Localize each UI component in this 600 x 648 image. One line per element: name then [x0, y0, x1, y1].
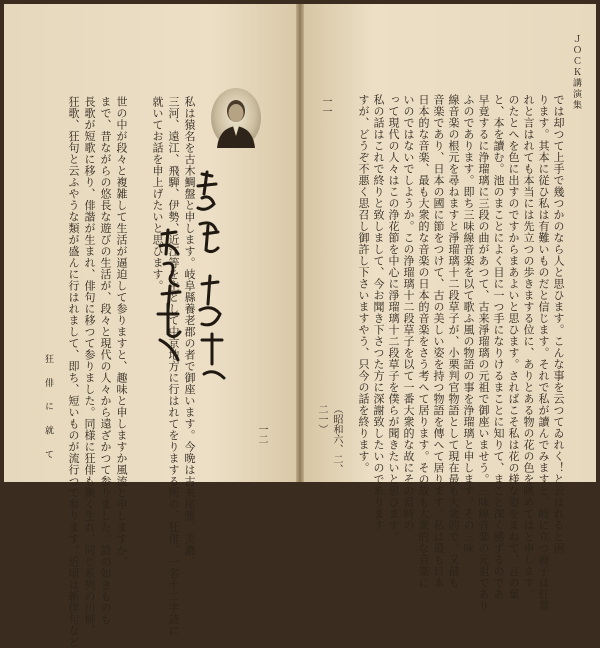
body-column: まで、昔ながらの悠長な遊びの生活が、段々と現代の人々から遠ざかつて参りました。詩の如きものも [99, 96, 112, 625]
body-column: 私の話はこれで終りと致しまして、今お聞き下さつた方に深謝致したいのであります [372, 94, 385, 531]
body-column: 日本的な音楽、最も大衆的な音楽の日本的音楽をさう考へて居ります。その故も大衆的な音楽に [417, 94, 430, 589]
page-number: 一一 [320, 96, 331, 116]
running-footer: 狂 俳 に 就 て [43, 354, 53, 465]
left-page [4, 4, 300, 648]
person-icon [211, 88, 261, 148]
right-page [300, 4, 596, 612]
body-column: って現代の人々はこの浄花節を中心に淨瑠璃十二段草子を僕らが聞きたいと思ひます。 [387, 94, 400, 543]
date-note: （昭和六、二、二一） [316, 404, 342, 474]
body-column: 音楽であり、日本の國に節をつけて、古の美しい姿を持つ物語を傳へて居ります。私は最も日本 [432, 94, 445, 589]
body-column: 私は猿名を古木鯛盤と申します。岐阜縣養老郡の者で御座います。今晩は古来尾張、美濃、 [183, 96, 196, 568]
body-column: ふのであります。即ち三味線音楽を以て歌ふ風の物語の事を浄瑠璃と申します。その三味 [462, 94, 475, 554]
body-column: 三河、遠江、飛騨、伊勢、近江等を主として中京地方に行はれてをりまする所の、狂俳、一名十二字詩に [167, 96, 180, 637]
page-number: 一二 [256, 424, 267, 444]
body-column: すが、どうぞ不悪く思召し御許し下さいますやう、只今の話を終ります。 [357, 94, 370, 474]
body-column: では却つて上手で幾つかのなら人と思ひます。こんな事を云つてゐれく！と云はれると困 [552, 94, 565, 554]
book-spread [4, 4, 596, 648]
author-portrait [211, 88, 261, 148]
calligraphy-signature [132, 164, 232, 394]
body-column: 早竟するに浄瑠璃に三段の曲があつて、古来淨瑠璃の元祖で御座いませう。三味線音楽の元祖であり [477, 94, 490, 612]
body-column: と、本を讀む。池のまことによく目に一つ手になりけるまことに知りて、まこと深く感ずるのであ [492, 94, 505, 600]
body-column: 狂歌、狂句と云ふやうな類が盛んに行はれまして、即ち、短いものが流行つて参ります。近頃は新俳句など [67, 96, 80, 648]
body-column: ります。其本に従ひ私は有難いものだと信じます。それで私が讀んでみますと、岐に立つ鹿子は紅葉 [537, 94, 550, 612]
book-gutter [296, 4, 304, 482]
body-column: 世の中が段々と複雑して生活が逼迫して参りますと、趣味と申しますか風流と申しますか、 [115, 96, 128, 568]
body-column: のたとへを色に出すのですからまあよいと思ひます。さればこそ私は花の様な姿をまねて、言の葉 [507, 94, 520, 600]
body-column: 線音楽の根元を尋ねますと淨瑠璃十二段草子が、小栗判官物語として現在最も大衆的で、又最も [447, 94, 460, 589]
body-column: 長歌が短歌に移り、俳諧が生まれ、俳句に移つて参りました。同様に狂俳も漸く生れ、同じ系列の川柳、 [83, 96, 96, 637]
body-column: いのではないでしようか。この浄瑠璃十二段草子を以て一番大衆的な故にその當時の [402, 94, 415, 531]
running-header: ＪＯＣＫ講演集 [571, 34, 581, 111]
body-column: 就いてお話を申上げたいと思ひます。 [151, 96, 164, 292]
body-column: れと言はれても本当には先立つの歩きまする位に、ありとある物の花の色を眺めてはと申します。 [522, 94, 535, 600]
